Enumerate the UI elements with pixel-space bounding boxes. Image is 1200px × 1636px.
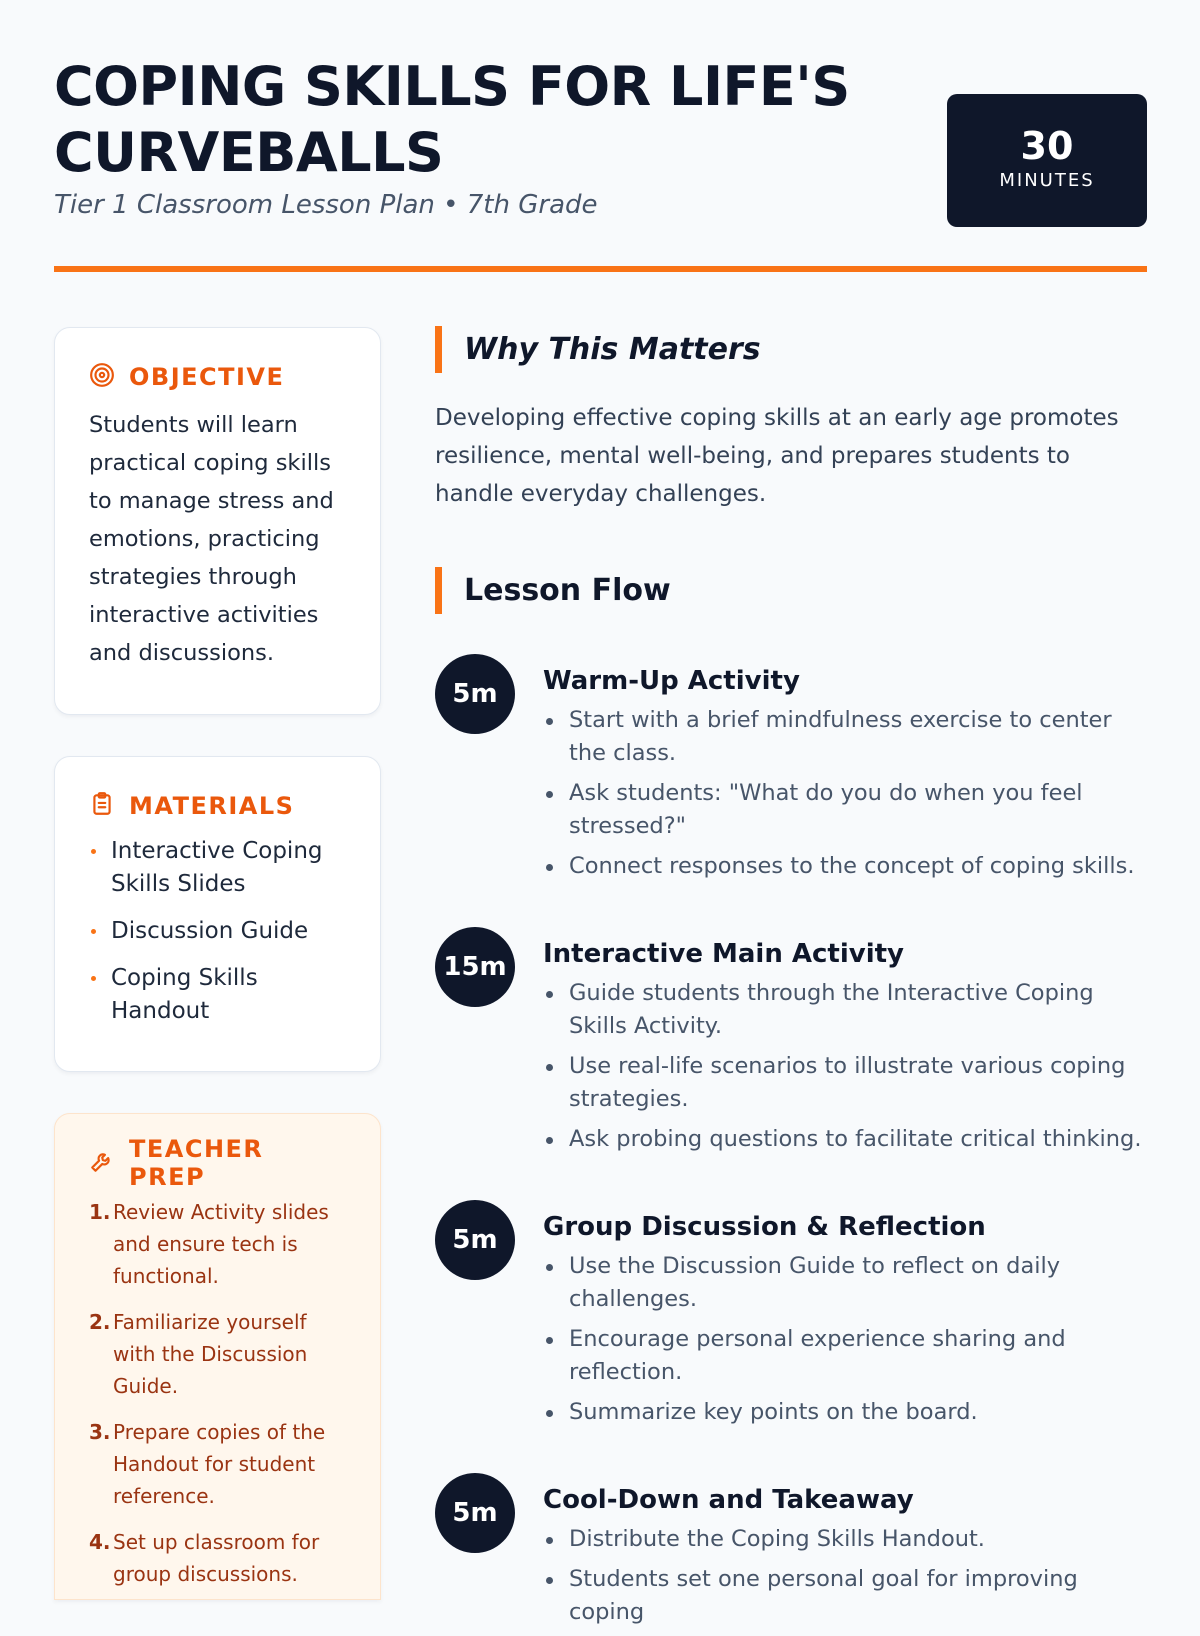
objective-heading: OBJECTIVE <box>129 363 285 391</box>
page-title: COPING SKILLS FOR LIFE'S CURVEBALLS <box>54 55 850 184</box>
step-time-badge: 15m <box>435 927 515 1007</box>
duration-unit: MINUTES <box>999 170 1095 191</box>
list-item: Coping Skills Handout <box>89 962 346 1028</box>
header-divider <box>54 266 1147 272</box>
section-accent-bar <box>435 326 442 373</box>
step-bullets <box>543 704 1147 883</box>
list-item: Encourage personal experience sharing and reflection. <box>543 1323 1147 1389</box>
section-accent-bar <box>435 567 442 614</box>
list-item: Interactive Coping Skills Slides <box>89 835 346 901</box>
lesson-flow-header <box>435 567 671 614</box>
item-text: Review Activity slides and ensure tech is functional. <box>113 1200 329 1288</box>
duration-badge <box>947 94 1147 227</box>
step-title: Group Discussion & Reflection <box>543 1212 986 1242</box>
list-item: Discussion Guide <box>89 915 346 948</box>
list-item: Start with a brief mindfulness exercise to center the class. <box>543 704 1147 770</box>
materials-list <box>89 835 346 1028</box>
list-item: Ask students: "What do you do when you feel stressed?" <box>543 777 1147 843</box>
step-bullets <box>543 977 1147 1156</box>
list-item: Use real-life scenarios to illustrate various coping strategies. <box>543 1050 1147 1116</box>
step-title: Interactive Main Activity <box>543 939 905 969</box>
step-body <box>543 1208 1147 1436</box>
step-body <box>543 935 1147 1163</box>
step-title: Cool-Down and Takeaway <box>543 1485 914 1515</box>
list-item: Students set one personal goal for improving coping <box>543 1563 1147 1629</box>
step-bullets <box>543 1523 1147 1629</box>
objective-text: Students will learn practical coping skills to manage stress and emotions, practicing strategies through interactive activities and discussions. <box>89 412 334 666</box>
objective-card <box>54 327 381 715</box>
step-time-badge: 5m <box>435 654 515 734</box>
list-item: Use the Discussion Guide to reflect on daily challenges. <box>543 1250 1147 1316</box>
materials-header <box>89 789 346 823</box>
target-icon <box>89 362 115 392</box>
step-bullets <box>543 1250 1147 1429</box>
why-heading: Why This Matters <box>464 332 761 367</box>
teacher-prep-card <box>54 1113 381 1600</box>
item-number: 1. <box>89 1200 111 1224</box>
clipboard-icon <box>89 791 115 821</box>
teacher-prep-list <box>89 1196 346 1590</box>
wrench-icon <box>89 1148 115 1178</box>
page-subtitle: Tier 1 Classroom Lesson Plan • 7th Grade <box>54 190 598 220</box>
main-content <box>435 326 1147 513</box>
list-item: Distribute the Coping Skills Handout. <box>543 1523 1147 1556</box>
item-text: Set up classroom for group discussions. <box>113 1530 320 1586</box>
list-item: Ask probing questions to facilitate critical thinking. <box>543 1123 1147 1156</box>
why-section-header <box>435 326 1147 373</box>
page-header <box>54 54 1147 274</box>
list-item <box>89 1526 346 1590</box>
step-title: Warm-Up Activity <box>543 666 800 696</box>
list-item: Summarize key points on the board. <box>543 1396 1147 1429</box>
materials-card <box>54 756 381 1072</box>
list-item: Connect responses to the concept of coping skills. <box>543 850 1147 883</box>
teacher-prep-heading: TEACHER PREP <box>129 1135 264 1191</box>
objective-header <box>89 360 346 394</box>
why-text: Developing effective coping skills at an early age promotes resilience, mental well-being, and prepares students to handle everyday challenges. <box>435 405 1119 507</box>
step-body <box>543 662 1147 890</box>
list-item <box>89 1416 346 1512</box>
item-number: 3. <box>89 1420 111 1444</box>
item-text: Familiarize yourself with the Discussion Guide. <box>113 1310 308 1398</box>
duration-value: 30 <box>1020 124 1074 168</box>
teacher-prep-header <box>89 1135 346 1191</box>
item-number: 2. <box>89 1310 111 1334</box>
lesson-flow-heading: Lesson Flow <box>464 573 671 608</box>
step-time-badge: 5m <box>435 1473 515 1553</box>
list-item <box>89 1306 346 1402</box>
materials-heading: MATERIALS <box>129 792 295 820</box>
list-item <box>89 1196 346 1292</box>
item-number: 4. <box>89 1530 111 1554</box>
item-text: Prepare copies of the Handout for student reference. <box>113 1420 326 1508</box>
step-body <box>543 1481 1147 1636</box>
step-time-badge: 5m <box>435 1200 515 1280</box>
list-item: Guide students through the Interactive Coping Skills Activity. <box>543 977 1147 1043</box>
